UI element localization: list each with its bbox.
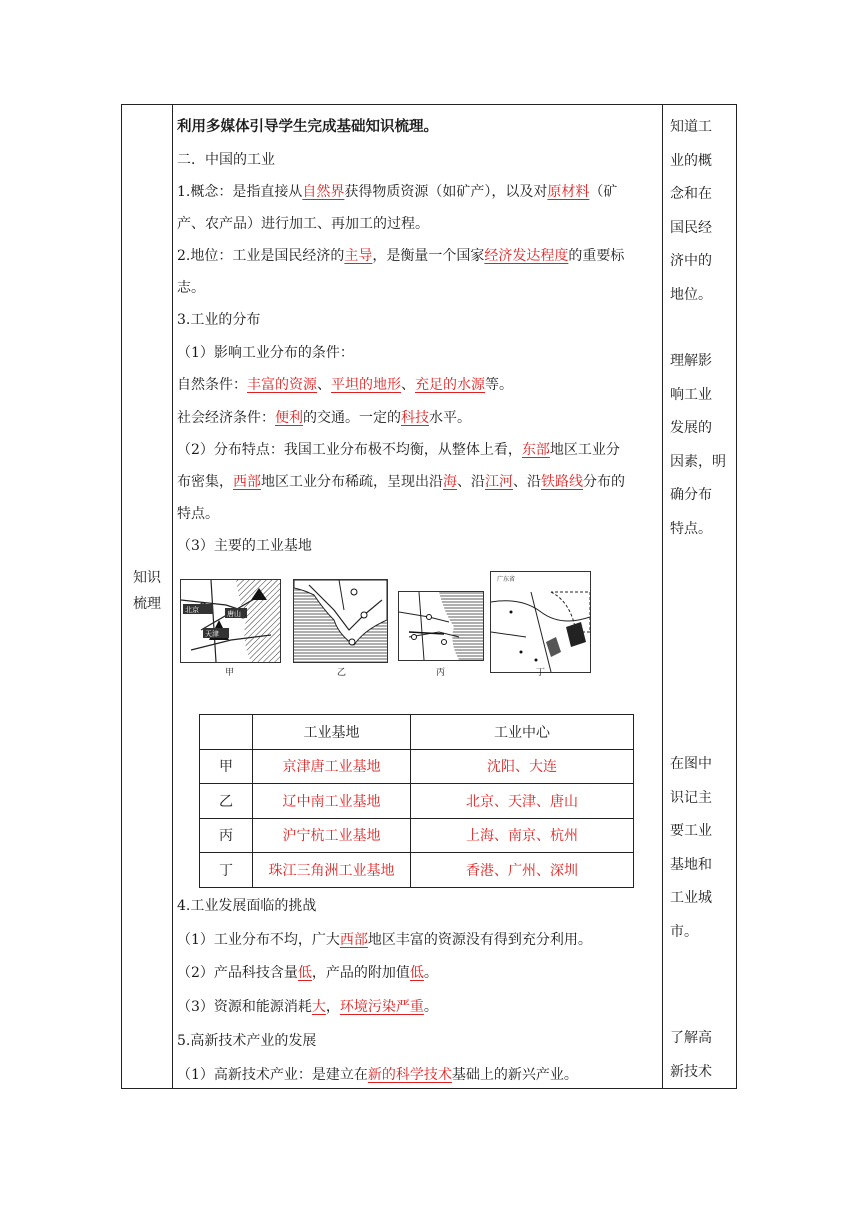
bases-heading: （3）主要的工业基地 bbox=[177, 538, 312, 554]
keyword: 丰富的资源 bbox=[247, 377, 317, 393]
text: 。 bbox=[423, 965, 438, 982]
challenge-item bbox=[177, 924, 663, 958]
keyword: 主导 bbox=[344, 248, 373, 264]
keyword: 低 bbox=[297, 965, 312, 982]
table-cell: 乙 bbox=[200, 784, 253, 819]
objective-line: 在图中 bbox=[670, 756, 712, 772]
objective-line: 响工业 bbox=[670, 386, 712, 403]
text: （矿 bbox=[589, 184, 618, 200]
lower-content bbox=[177, 890, 663, 1092]
industrial-base-table bbox=[199, 714, 634, 888]
table-cell: 丙 bbox=[200, 818, 253, 853]
keyword: 低 bbox=[409, 965, 424, 982]
text: 自然条件： bbox=[177, 377, 247, 393]
text: 分布的 bbox=[583, 474, 625, 490]
section-label bbox=[122, 565, 172, 617]
table-cell: 上海、南京、杭州 bbox=[411, 818, 634, 853]
table-cell: 珠江三角洲工业基地 bbox=[253, 853, 411, 888]
table-cell: 丁 bbox=[200, 853, 253, 888]
objective-block bbox=[670, 345, 732, 546]
objective-line: 确分布 bbox=[670, 487, 712, 503]
natural-conditions bbox=[177, 369, 663, 402]
text: 、沿 bbox=[513, 474, 541, 490]
text: 的重要标 bbox=[568, 248, 625, 264]
text: 、沿 bbox=[457, 474, 485, 490]
distribution-features bbox=[177, 434, 663, 530]
map-jia-text: 唐山 bbox=[227, 610, 241, 618]
hightech-item bbox=[177, 1059, 663, 1093]
keyword: 西部 bbox=[233, 474, 261, 490]
column-divider-left bbox=[172, 105, 173, 1088]
text: 、 bbox=[401, 377, 415, 393]
map-jia bbox=[180, 579, 281, 663]
map-jia-text: 北京 bbox=[185, 606, 199, 614]
text: （3）资源和能源消耗 bbox=[177, 999, 312, 1016]
keyword: 科技 bbox=[401, 409, 429, 426]
social-conditions bbox=[177, 402, 663, 435]
table-cell: 京津唐工业基地 bbox=[253, 749, 411, 784]
keyword: 新的科学技术 bbox=[367, 1066, 452, 1083]
main-content bbox=[177, 111, 663, 563]
table-row bbox=[200, 784, 634, 819]
table-cell: 北京、天津、唐山 bbox=[411, 784, 634, 819]
text: ，产品的附加值 bbox=[311, 965, 410, 982]
conditions-heading: （1）影响工业分布的条件： bbox=[177, 344, 354, 361]
text: 地区工业分布稀疏，呈现出沿 bbox=[261, 474, 443, 490]
text: 1.概念：是指直接从 bbox=[177, 184, 303, 200]
text: 等。 bbox=[485, 377, 513, 393]
challenge-item bbox=[177, 991, 663, 1025]
map-ding bbox=[490, 571, 591, 673]
table-header-cell bbox=[200, 715, 253, 750]
text: 志。 bbox=[177, 280, 205, 296]
text: 基础上的新兴产业。 bbox=[451, 1066, 578, 1083]
keyword: 便利 bbox=[275, 409, 303, 426]
table-header-cell: 工业中心 bbox=[411, 715, 634, 750]
map-label: 丙 bbox=[436, 668, 446, 678]
concept-paragraph bbox=[177, 176, 663, 240]
objective-line: 国民经 bbox=[670, 219, 712, 236]
distribution-heading: 3.工业的分布 bbox=[177, 312, 261, 328]
text: ， bbox=[325, 999, 340, 1016]
objective-line: 要工业 bbox=[670, 823, 712, 839]
keyword: 充足的水源 bbox=[415, 377, 485, 393]
objective-block bbox=[670, 1022, 732, 1089]
objective-line: 市。 bbox=[670, 923, 698, 940]
map-jia-text: 天津 bbox=[205, 630, 219, 638]
objective-line: 发展的 bbox=[670, 420, 712, 436]
position-paragraph bbox=[177, 240, 663, 304]
text: 社会经济条件： bbox=[177, 409, 275, 426]
keyword: 海 bbox=[443, 474, 457, 490]
text: 产、农产品）进行加工、再加工的过程。 bbox=[177, 216, 429, 232]
text: 。 bbox=[423, 999, 438, 1016]
objective-line: 了解高 bbox=[670, 1030, 712, 1046]
text: 的交通。一定的 bbox=[303, 409, 401, 426]
keyword: 经济发达程度 bbox=[484, 248, 569, 264]
keyword: 环境污染严重 bbox=[339, 999, 424, 1016]
objective-block bbox=[670, 748, 732, 949]
keyword: 平坦的地形 bbox=[331, 377, 401, 393]
text: 、 bbox=[317, 377, 331, 393]
table-cell: 甲 bbox=[200, 749, 253, 784]
industrial-base-maps bbox=[180, 576, 600, 679]
lesson-table bbox=[121, 104, 737, 1089]
table-header-cell: 工业基地 bbox=[253, 715, 411, 750]
challenge-heading: 4.工业发展面临的挑战 bbox=[177, 898, 317, 914]
table-row bbox=[200, 749, 634, 784]
objective-line: 地位。 bbox=[670, 286, 712, 303]
keyword: 自然界 bbox=[302, 184, 345, 200]
text: （2）产品科技含量 bbox=[177, 965, 298, 982]
objective-line: 工业城 bbox=[670, 890, 712, 906]
text: （1）工业分布不均，广大 bbox=[177, 931, 340, 948]
keyword: 大 bbox=[311, 999, 326, 1016]
text: 地区丰富的资源没有得到充分利用。 bbox=[367, 931, 592, 948]
objective-line: 知道工 bbox=[670, 119, 712, 135]
section-heading: 二．中国的工业 bbox=[177, 151, 275, 168]
text: 水平。 bbox=[429, 409, 471, 426]
objective-line: 新技术 bbox=[670, 1063, 712, 1080]
keyword: 江河 bbox=[485, 474, 513, 490]
text: 布密集， bbox=[177, 474, 233, 490]
table-row bbox=[200, 818, 634, 853]
map-label: 丁 bbox=[536, 668, 546, 678]
table-cell: 辽中南工业基地 bbox=[253, 784, 411, 819]
table-cell: 沪宁杭工业基地 bbox=[253, 818, 411, 853]
activity-title: 利用多媒体引导学生完成基础知识梳理。 bbox=[177, 119, 438, 135]
text: 获得物质资源（如矿产），以及对 bbox=[344, 184, 548, 200]
section-label-line: 知识 bbox=[133, 570, 161, 586]
map-label: 乙 bbox=[337, 668, 347, 678]
text: ，是衡量一个国家 bbox=[372, 248, 485, 264]
section-label-line: 梳理 bbox=[133, 596, 161, 612]
map-label: 甲 bbox=[225, 668, 235, 678]
keyword: 东部 bbox=[521, 442, 550, 458]
objective-line: 因素，明 bbox=[670, 453, 726, 470]
table-cell: 沈阳、大连 bbox=[411, 749, 634, 784]
map-ding-text: 广东省 bbox=[497, 576, 516, 583]
keyword: 铁路线 bbox=[541, 474, 583, 490]
objective-line: 业的概 bbox=[670, 152, 712, 169]
challenge-item bbox=[177, 957, 663, 991]
objective-line: 念和在 bbox=[670, 186, 712, 202]
text: （2）分布特点：我国工业分布极不均衡，从整体上看， bbox=[177, 442, 522, 458]
objective-block bbox=[670, 111, 732, 312]
keyword: 西部 bbox=[339, 931, 368, 948]
keyword: 原材料 bbox=[547, 184, 590, 200]
text: 地区工业分 bbox=[549, 442, 620, 458]
map-yi bbox=[293, 579, 388, 663]
objective-line: 理解影 bbox=[670, 353, 712, 369]
objective-line: 识记主 bbox=[670, 789, 712, 806]
table-row bbox=[200, 853, 634, 888]
objective-line: 基地和 bbox=[670, 856, 712, 873]
table-cell: 香港、广州、深圳 bbox=[411, 853, 634, 888]
text: （1）高新技术产业：是建立在 bbox=[177, 1066, 368, 1083]
table-header-row bbox=[200, 715, 634, 750]
objective-line: 济中的 bbox=[670, 253, 712, 269]
text: 2.地位：工业是国民经济的 bbox=[177, 248, 345, 264]
hightech-heading: 5.高新技术产业的发展 bbox=[177, 1032, 317, 1049]
text: 特点。 bbox=[177, 506, 219, 522]
map-bing bbox=[398, 591, 484, 661]
objective-line: 特点。 bbox=[670, 520, 712, 537]
